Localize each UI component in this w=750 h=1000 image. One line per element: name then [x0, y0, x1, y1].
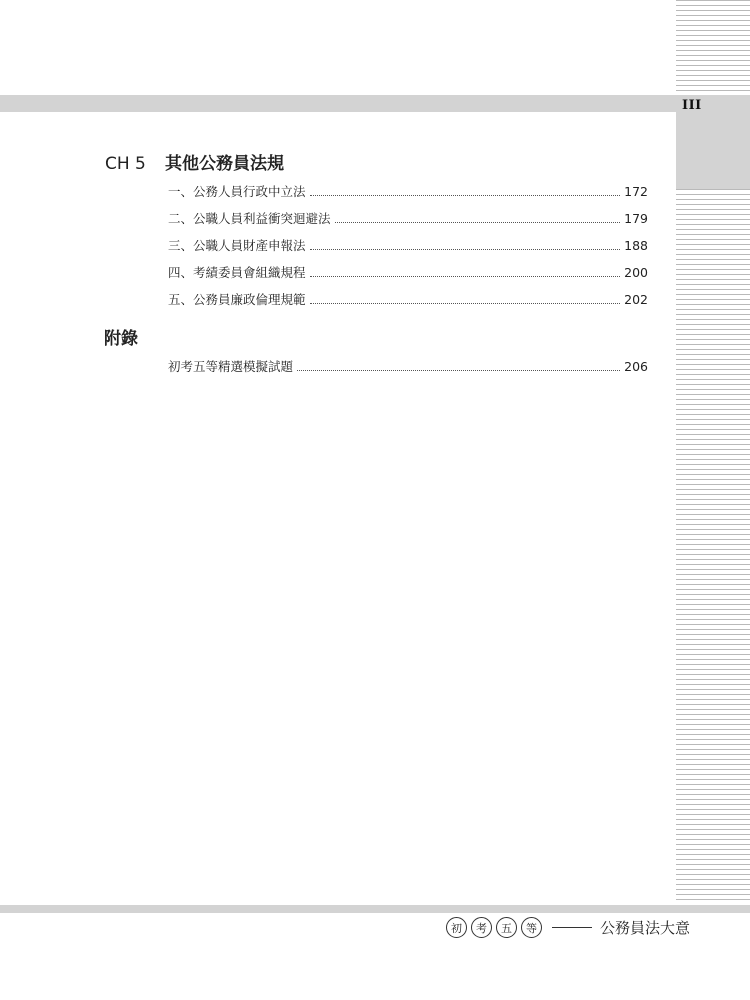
chapter-title: 其他公務員法規 — [165, 154, 284, 174]
toc-entry-page: 172 — [624, 184, 648, 199]
em-dash — [552, 927, 592, 928]
toc-entry[interactable] — [168, 290, 648, 308]
leader-dots — [310, 195, 621, 196]
toc-entry[interactable] — [168, 182, 648, 200]
appendix-heading: 附錄 — [104, 329, 138, 349]
series-char: 考 — [471, 917, 492, 938]
series-char: 五 — [496, 917, 517, 938]
toc-entry-page: 200 — [624, 265, 648, 280]
toc-entry[interactable] — [168, 209, 648, 227]
toc-entry[interactable] — [168, 236, 648, 254]
toc-entry-title: 初考五等精選模擬試題 — [168, 359, 294, 374]
book-title: 公務員法大意 — [600, 919, 691, 937]
toc-entry[interactable] — [168, 357, 648, 375]
toc-entry[interactable] — [168, 263, 648, 281]
running-footer — [446, 917, 690, 938]
chapter-heading — [105, 149, 284, 174]
toc-entry-title: 四、考績委員會組織規程 — [168, 265, 306, 280]
toc-entry-title: 一、公務人員行政中立法 — [168, 184, 306, 199]
margin-rules-bottom — [676, 189, 750, 905]
header-band — [0, 95, 750, 112]
leader-dots — [297, 370, 620, 371]
leader-dots — [310, 303, 621, 304]
toc-entry-page: 202 — [624, 292, 648, 307]
toc-entry-title: 三、公職人員財產申報法 — [168, 238, 306, 253]
series-char: 等 — [521, 917, 542, 938]
leader-dots — [335, 222, 621, 223]
leader-dots — [310, 276, 621, 277]
toc-entry-page: 206 — [624, 359, 648, 374]
toc-entry-page: 188 — [624, 238, 648, 253]
margin-rules-top — [676, 0, 750, 95]
toc-entry-title: 二、公職人員利益衝突迴避法 — [168, 211, 331, 226]
toc-entry-page: 179 — [624, 211, 648, 226]
page-number: III — [682, 98, 702, 113]
toc-entry-title: 五、公務員廉政倫理規範 — [168, 292, 306, 307]
chapter-number: CH 5 — [105, 154, 146, 174]
series-char: 初 — [446, 917, 467, 938]
leader-dots — [310, 249, 621, 250]
footer-band — [0, 905, 750, 913]
